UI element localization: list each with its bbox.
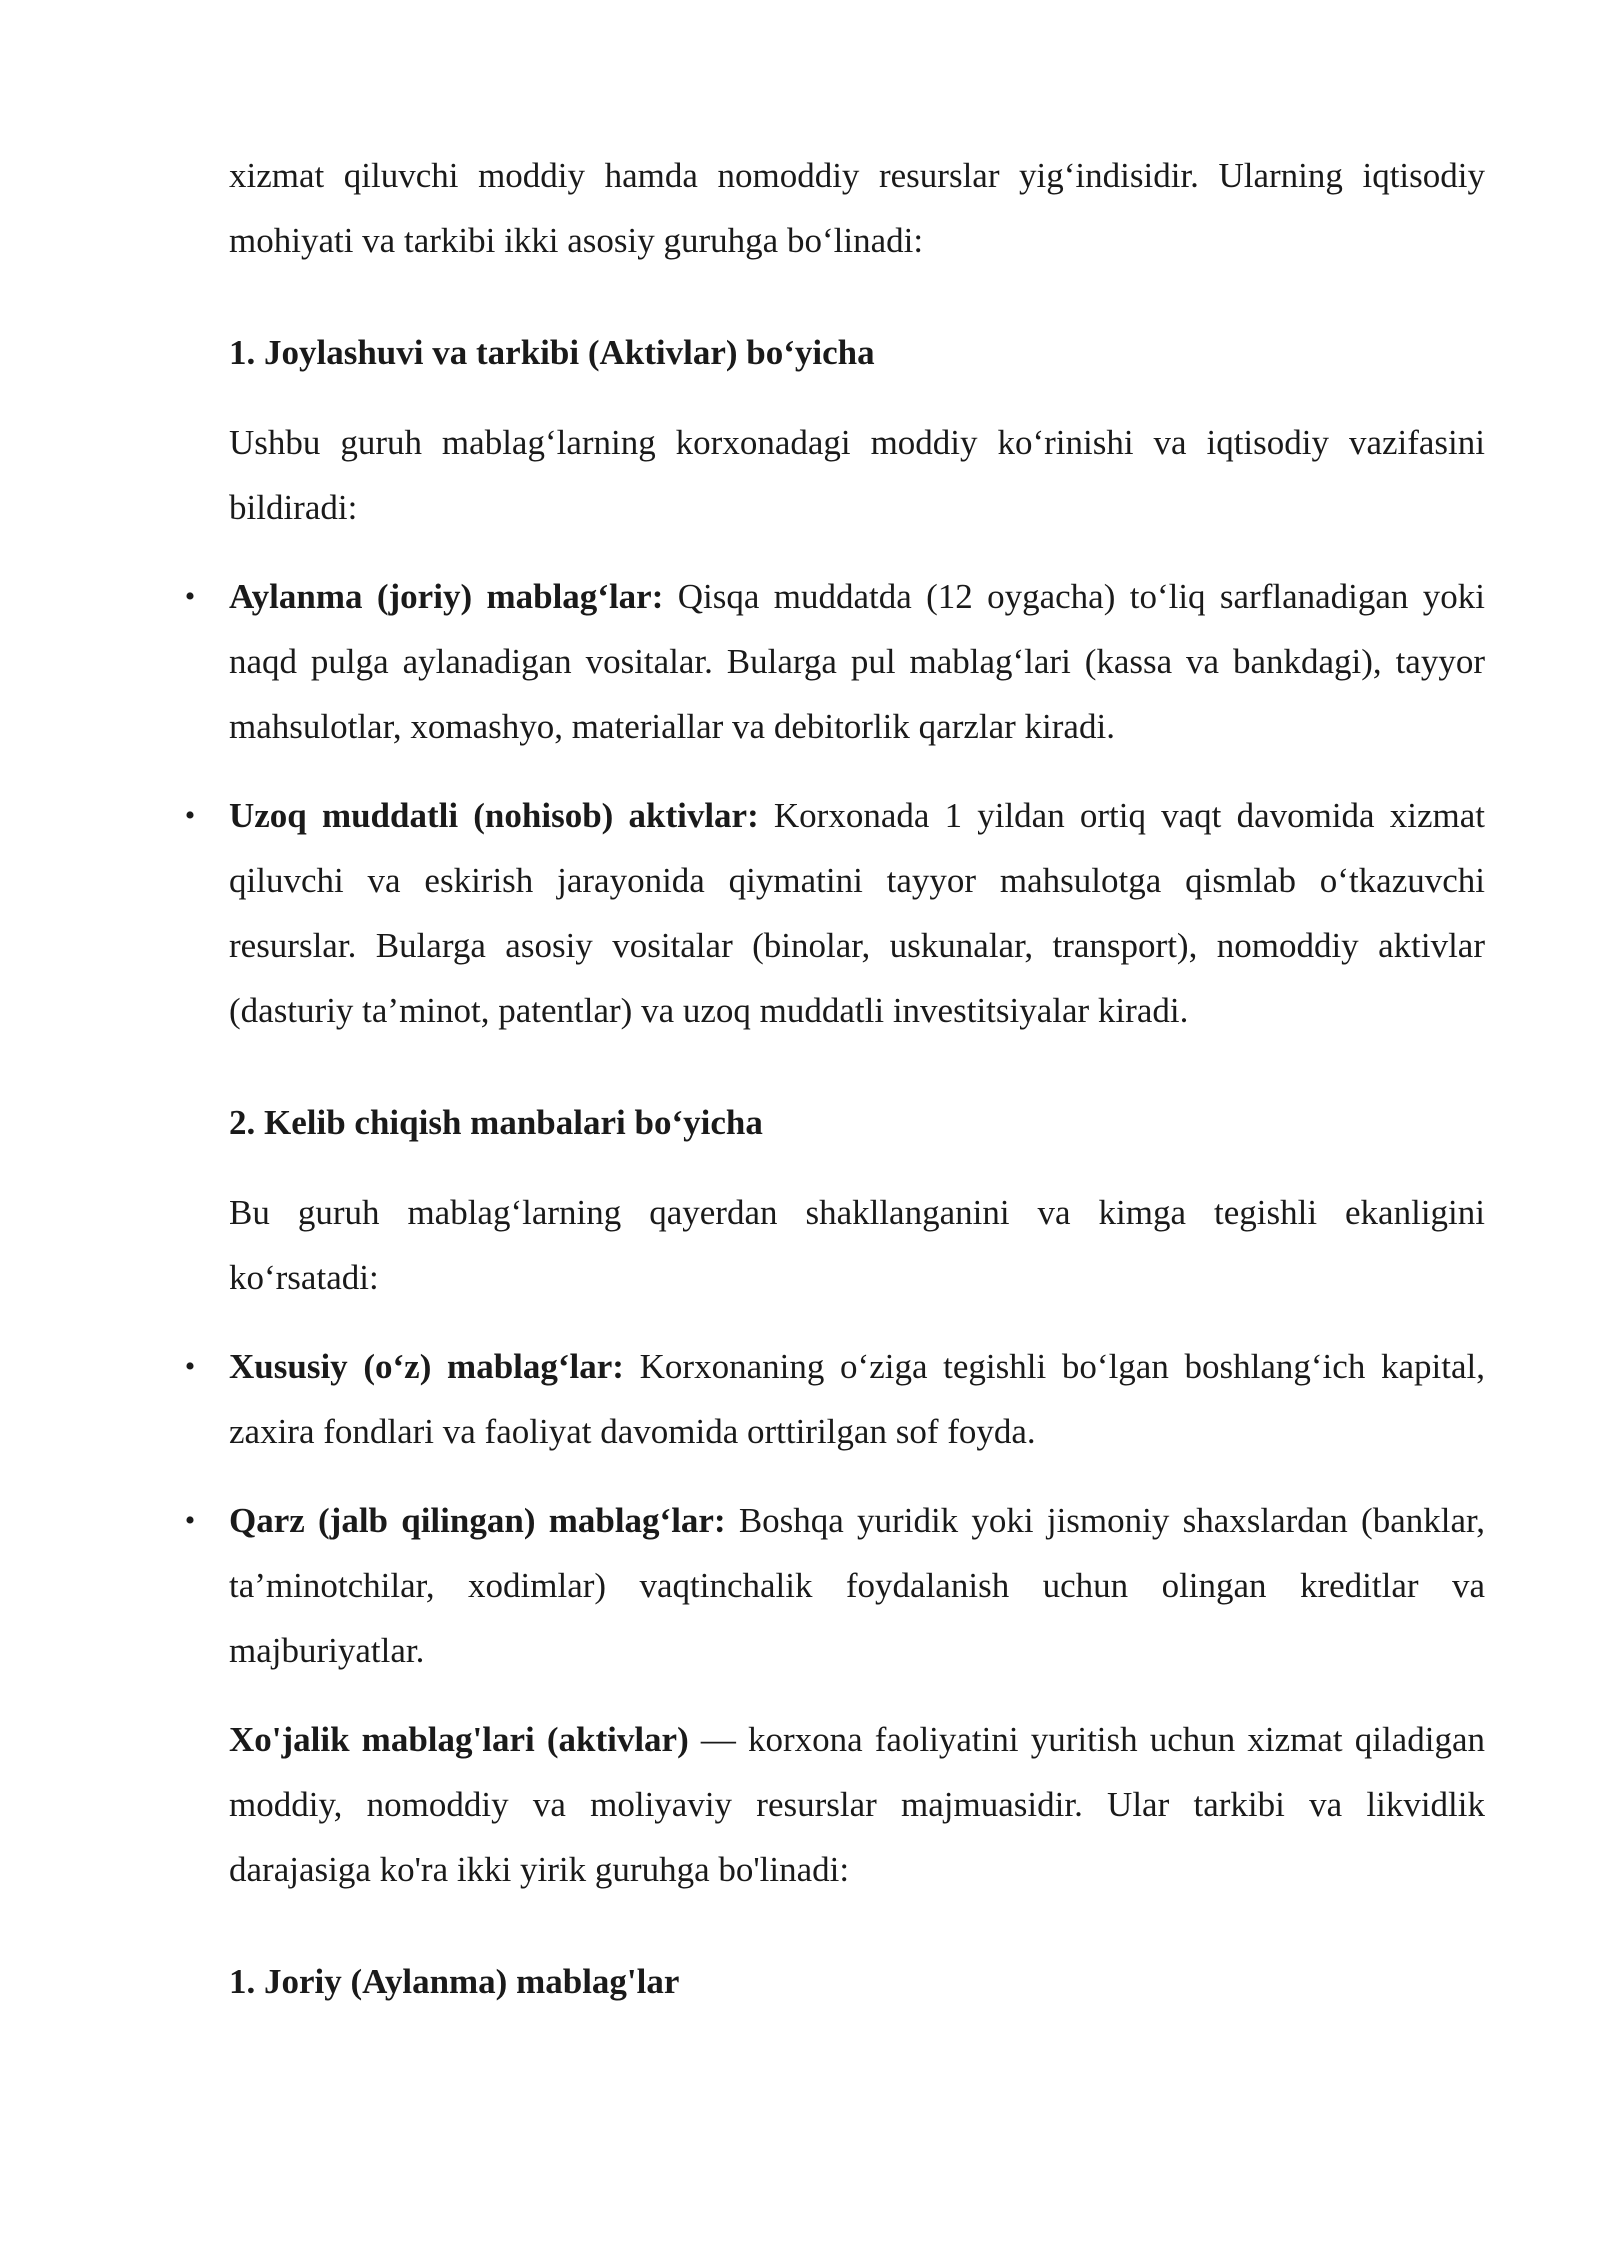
definition-paragraph	[229, 1707, 1485, 1902]
bullet-icon: •	[184, 1504, 196, 1537]
list-item	[184, 1334, 1485, 1464]
section-heading-current-assets: 1. Joriy (Aylanma) mablag'lar	[229, 1962, 680, 2001]
list-item-term: Qarz (jalb qilingan) mablag‘lar:	[229, 1501, 726, 1540]
bullet-icon: •	[184, 799, 196, 832]
list-item-description: Qisqa muddatda (12 oygacha) to‘liq sarflanadigan yoki naqd pulga aylanadigan vositalar. Bularga pul mablag‘lari (kassa va bankdagi), tayyor mahsulotlar, xomashyo, materiallar va debitorlik qarzlar kiradi.	[229, 577, 1485, 746]
list-item-text	[229, 1334, 1485, 1464]
document-body	[184, 143, 1485, 2039]
section-intro-sources: Bu guruh mablag‘larning qayerdan shakllanganini va kimga tegishli ekanligini ko‘rsatadi:	[229, 1193, 1485, 1297]
definition-term: Xo'jalik mablag'lari (aktivlar)	[229, 1720, 689, 1759]
continuation-paragraph: xizmat qiluvchi moddiy hamda nomoddiy resurslar yig‘indisidir. Ularning iqtisodiy mohiyati va tarkibi ikki asosiy guruhga bo‘linadi:	[229, 156, 1485, 260]
list-item	[184, 783, 1485, 1043]
list-item-term: Aylanma (joriy) mablag‘lar:	[229, 577, 664, 616]
list-item	[184, 564, 1485, 759]
list-item-description: Boshqa yuridik yoki jismoniy shaxslardan (banklar, ta’minotchilar, xodimlar) vaqtinchalik foydalanish uchun olingan kreditlar va majburiyatlar.	[229, 1501, 1485, 1670]
bullet-list-placement	[184, 564, 1485, 1043]
list-item-description: Korxonaning o‘ziga tegishli bo‘lgan boshlang‘ich kapital, zaxira fondlari va faoliyat davomida orttirilgan sof foyda.	[229, 1347, 1485, 1451]
list-item-text	[229, 783, 1485, 1043]
list-item	[184, 1488, 1485, 1683]
bullet-icon: •	[184, 1350, 196, 1383]
list-item-text	[229, 1488, 1485, 1683]
list-item-text	[229, 564, 1485, 759]
section-heading-sources: 2. Kelib chiqish manbalari bo‘yicha	[229, 1103, 763, 1142]
list-item-term: Uzoq muddatli (nohisob) aktivlar:	[229, 796, 759, 835]
section-intro-placement: Ushbu guruh mablag‘larning korxonadagi moddiy ko‘rinishi va iqtisodiy vazifasini bildiradi:	[229, 423, 1485, 527]
bullet-icon: •	[184, 580, 196, 613]
list-item-term: Xususiy (o‘z) mablag‘lar:	[229, 1347, 624, 1386]
bullet-list-sources	[184, 1334, 1485, 1683]
list-item-description: Korxonada 1 yildan ortiq vaqt davomida xizmat qiluvchi va eskirish jarayonida qiymatini tayyor mahsulotga qismlab o‘tkazuvchi resurslar. Bularga asosiy vositalar (binolar, uskunalar, transport), nomoddiy aktivlar (dasturiy ta’minot, patentlar) va uzoq muddatli investitsiyalar kiradi.	[229, 796, 1485, 1030]
section-heading-placement: 1. Joylashuvi va tarkibi (Aktivlar) bo‘yicha	[229, 333, 875, 372]
definition-text: — korxona faoliyatini yuritish uchun xizmat qiladigan moddiy, nomoddiy va moliyaviy resurslar majmuasidir. Ular tarkibi va likvidlik darajasiga ko'ra ikki yirik guruhga bo'linadi:	[229, 1720, 1485, 1889]
